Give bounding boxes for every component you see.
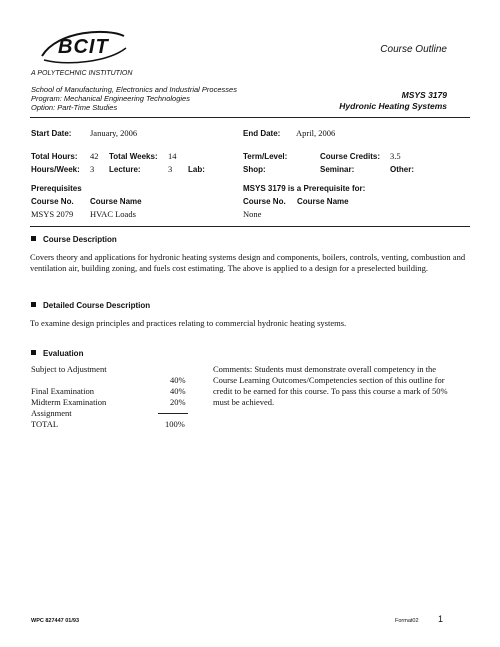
total-weeks-value: 14 [168, 151, 177, 161]
school-line: School of Manufacturing, Electronics and Industrial Processes [31, 85, 237, 94]
bullet-icon [31, 302, 36, 307]
total-weeks-label: Total Weeks: [109, 152, 158, 161]
logo-text: BCIT [58, 36, 109, 58]
bullet-icon [31, 350, 36, 355]
header-divider [30, 117, 470, 118]
course-title: Hydronic Heating Systems [339, 101, 447, 111]
prereq-row-no: MSYS 2079 [31, 209, 74, 219]
prereq-for-heading: MSYS 3179 is a Prerequisite for: [243, 184, 366, 193]
end-date-value: April, 2006 [296, 128, 336, 138]
prereq-row-name: HVAC Loads [90, 209, 136, 219]
course-code: MSYS 3179 [401, 90, 447, 100]
evaluation-comments: Comments: Students must demonstrate overall competency in the Course Learning Outcomes/Competencies section of this outline for credit to be earned for this course. To pass this course a mark of 50% must be achieved. [213, 364, 448, 407]
course-description-heading-text: Course Description [43, 235, 117, 244]
other-label: Other: [390, 165, 414, 174]
lecture-value: 3 [168, 164, 173, 174]
evaluation-row-1-name: Final Examination [31, 386, 95, 396]
detailed-description-heading-text: Detailed Course Description [43, 301, 151, 310]
start-date-value: January, 2006 [90, 128, 138, 138]
shop-label: Shop: [243, 165, 266, 174]
course-description-text: Covers theory and applications for hydronic heating systems design and components, boilers, controls, venting, combustion and ventilation air, building zoning, and fuels cost estimating. The above is applied to a design for a preselected building. [30, 252, 466, 273]
prereq-col-no: Course No. [31, 197, 74, 206]
course-description-heading [31, 235, 117, 244]
evaluation-subject: Subject to Adjustment [31, 364, 107, 374]
info-divider [30, 226, 470, 227]
evaluation-row-3-name: Assignment [31, 408, 72, 418]
evaluation-row-2-name: Midterm Examination [31, 397, 107, 407]
evaluation-row-0-pct: 40% [170, 375, 186, 385]
evaluation-row-2-pct: 20% [170, 397, 186, 407]
doc-type: Course Outline [380, 44, 447, 55]
lab-label: Lab: [188, 165, 205, 174]
evaluation-total-label: TOTAL [31, 419, 59, 429]
evaluation-heading-text: Evaluation [43, 349, 84, 358]
lecture-label: Lecture: [109, 165, 141, 174]
prereq-col-name: Course Name [90, 197, 142, 206]
hours-week-label: Hours/Week: [31, 165, 80, 174]
evaluation-total-pct: 100% [165, 419, 185, 429]
program-line: Program: Mechanical Engineering Technologies [31, 94, 190, 103]
tagline: A POLYTECHNIC INSTITUTION [31, 70, 133, 77]
detailed-description-text: To examine design principles and practices relating to commercial hydronic heating systems. [30, 318, 347, 328]
prereq-heading: Prerequisites [31, 184, 82, 193]
credits-value: 3.5 [390, 151, 401, 161]
term-label: Term/Level: [243, 152, 288, 161]
prereq-for-col-name: Course Name [297, 197, 349, 206]
total-hours-label: Total Hours: [31, 152, 78, 161]
prereq-for-col-no: Course No. [243, 197, 286, 206]
evaluation-heading [31, 349, 83, 358]
bullet-icon [31, 236, 36, 241]
end-date-label: End Date: [243, 129, 281, 138]
bcit-logo [38, 26, 130, 68]
detailed-description-heading [31, 301, 150, 310]
total-underline [158, 413, 188, 414]
prereq-for-value: None [243, 209, 262, 219]
evaluation-row-1-pct: 40% [170, 386, 186, 396]
footer-format: Format02 [395, 618, 419, 624]
page-number: 1 [438, 614, 444, 624]
credits-label: Course Credits: [320, 152, 381, 161]
start-date-label: Start Date: [31, 129, 72, 138]
total-hours-value: 42 [90, 151, 99, 161]
option-line: Option: Part-Time Studies [31, 103, 118, 112]
footer-form-number: WPC 827447 01/93 [31, 618, 80, 624]
seminar-label: Seminar: [320, 165, 355, 174]
hours-week-value: 3 [90, 164, 95, 174]
